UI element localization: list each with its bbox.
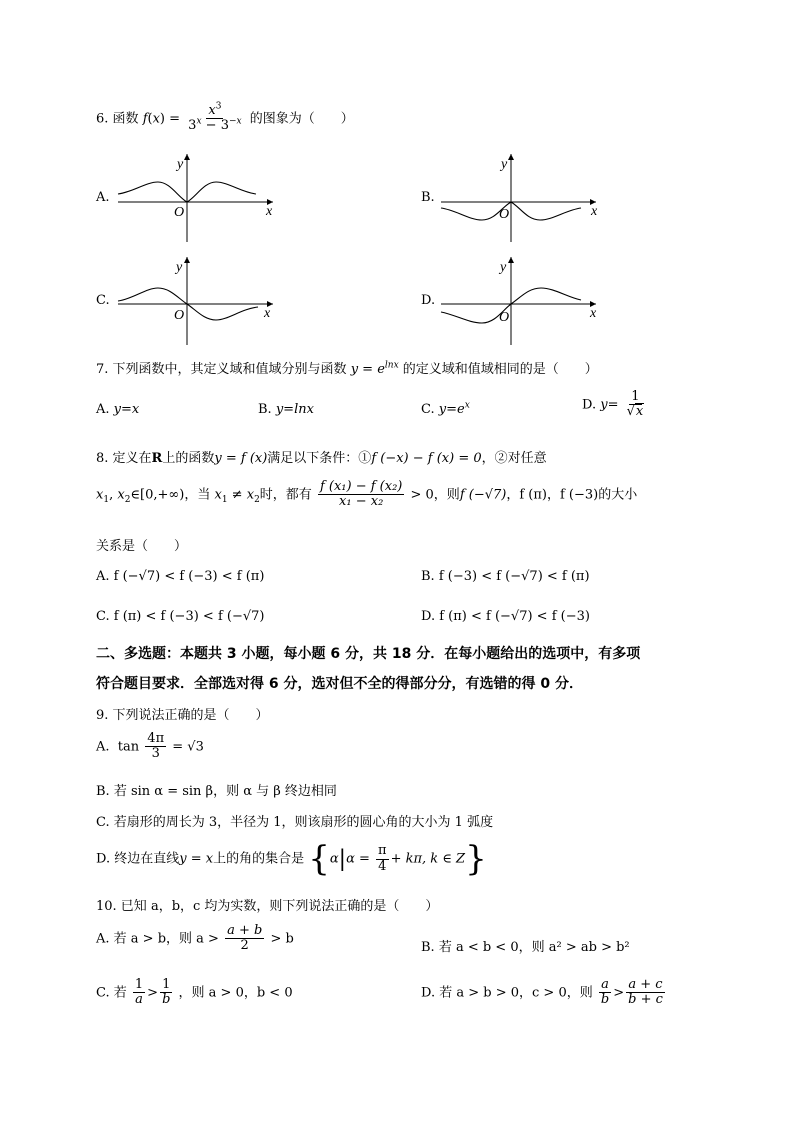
q10-d-d2: b + c bbox=[628, 992, 663, 1008]
q6-suffix: 的图象为（ ） bbox=[249, 111, 354, 127]
graph-c-origin: O bbox=[174, 308, 185, 323]
q9-d-a: D. 终边在直线 bbox=[96, 851, 180, 867]
q7-d-den: x bbox=[635, 404, 644, 420]
q6-graph-c bbox=[118, 255, 288, 351]
q6-den-a-exp: x bbox=[196, 116, 202, 127]
q6-option-c-label: C. bbox=[96, 293, 110, 308]
q9-d-set-a: α bbox=[329, 851, 339, 867]
q10-c-gt: > bbox=[147, 985, 159, 1001]
q10-d-n1: a bbox=[601, 977, 609, 992]
q9-d-b: 上的角的集合是 bbox=[213, 851, 305, 867]
q9-d-den: 4 bbox=[378, 858, 387, 874]
q10-option-a bbox=[96, 924, 294, 954]
q10-option-b: B. 若 a < b < 0，则 a² > ab > b² bbox=[421, 940, 630, 955]
q8-real-set: R bbox=[151, 451, 163, 466]
q6-option-a-label: A. bbox=[96, 190, 110, 205]
q6-num-exp: 3 bbox=[215, 101, 222, 112]
q9-a-den: 3 bbox=[151, 746, 160, 762]
graph-a-origin: O bbox=[174, 205, 185, 220]
q10-a-num: a + b bbox=[227, 923, 263, 938]
q10-c-n2: 1 bbox=[162, 977, 171, 992]
q6-option-b-label: B. bbox=[421, 190, 435, 205]
q7-c-expr: y=e bbox=[438, 402, 465, 417]
graph-c-x-label: x bbox=[264, 306, 271, 321]
q7-stem-exp: lnx bbox=[384, 360, 399, 371]
q8-line2-d: > 0，则 bbox=[410, 487, 460, 503]
q10-d-frac1 bbox=[599, 978, 611, 1008]
q6-den-b-exp: −x bbox=[228, 116, 242, 127]
q6-prefix: 6. 函数 bbox=[96, 111, 139, 127]
q9-a-num: 4π bbox=[147, 731, 165, 746]
q10-a-fraction bbox=[225, 924, 264, 954]
q7-stem-a: 7. 下列函数中，其定义域和值域分别与函数 bbox=[96, 362, 347, 377]
q6-graph-a bbox=[118, 152, 288, 248]
graph-d-x-label: x bbox=[590, 306, 597, 321]
q7-stem bbox=[96, 358, 598, 377]
q8-line2-c: 时，都有 bbox=[259, 487, 312, 503]
q8-line1-b: 上的函数 bbox=[162, 451, 215, 466]
q9-option-d: D. 终边在直线y = x上的角的集合是 {α|α = $\frac{\pi}{4}$ + kπ, k ∈ Z} bbox=[96, 839, 487, 879]
q7-b-expr: y=lnx bbox=[275, 402, 314, 417]
q8-line2: $x_1$, $x_2\in[0,+\infty)$，当 $x_1 \ne x_2$时，都有 $\frac{\text{f (x₁) − f (x₂)}}{\text{x₁ − x₂}}$ > 0，则f (−√7)，f (π)，f (−3)的大小 bbox=[96, 479, 638, 510]
q9-option-a bbox=[96, 732, 204, 762]
q10-d-d1: b bbox=[600, 992, 610, 1008]
q8-line2-f: ，f (π)，f (−3)的大小 bbox=[506, 487, 638, 503]
q6-num: x bbox=[208, 103, 216, 118]
q6-den-b: 3 bbox=[220, 118, 229, 134]
q8-line1 bbox=[96, 447, 547, 466]
q10-d-gt: > bbox=[613, 985, 625, 1001]
q7-d-expr: y= bbox=[600, 397, 619, 413]
q8-frac-num: f (x₁) − f (x₂) bbox=[319, 479, 403, 494]
q10-c-frac2 bbox=[160, 978, 172, 1008]
q8-cond1: f (−x) − f (x) = 0 bbox=[371, 451, 482, 466]
q9-d-line: y = x bbox=[179, 851, 214, 867]
q10-c-n1: 1 bbox=[134, 977, 144, 992]
q10-a-b: > b bbox=[270, 931, 294, 947]
q8-option-a: A. f (−√7) < f (−3) < f (π) bbox=[96, 569, 265, 584]
q6-func-var: x bbox=[152, 111, 160, 127]
graph-b-y-label: y bbox=[501, 157, 508, 172]
q9-d-num: π bbox=[378, 843, 387, 859]
q7-c-label: C. bbox=[421, 402, 435, 417]
q8-line1-d: ，②对任意 bbox=[481, 451, 547, 466]
q10-a-a: A. 若 a > b，则 a > bbox=[96, 931, 219, 947]
q8-option-c: C. f (π) < f (−3) < f (−√7) bbox=[96, 609, 265, 624]
q6-option-d-label: D. bbox=[421, 293, 436, 308]
q9-d-set-c: + kπ, k ∈ Z bbox=[390, 851, 466, 867]
q9-a-label: A. bbox=[96, 739, 110, 755]
q10-d-a: D. 若 a > b > 0，c > 0，则 bbox=[421, 985, 593, 1001]
q8-option-d: D. f (π) < f (−√7) < f (−3) bbox=[421, 609, 590, 624]
q7-d-num: 1 bbox=[631, 389, 640, 404]
graph-d-origin: O bbox=[499, 310, 510, 325]
graph-d-y-label: y bbox=[500, 260, 507, 275]
q9-a-rhs: = √3 bbox=[172, 739, 204, 755]
q8-line2-b: ∈[0,+∞)，当 bbox=[130, 487, 211, 503]
q6-fraction bbox=[186, 101, 243, 134]
q9-a-fraction bbox=[145, 732, 166, 762]
q6-graph-b bbox=[441, 152, 611, 248]
q7-option-b bbox=[258, 402, 314, 417]
q10-a-den: 2 bbox=[240, 938, 249, 954]
q10-c-a: C. 若 bbox=[96, 985, 127, 1001]
q7-stem-func: y = e bbox=[350, 362, 385, 377]
q9-a-tan: tan bbox=[117, 739, 140, 755]
graph-a-x-label: x bbox=[266, 204, 273, 219]
q7-a-expr: y=x bbox=[113, 402, 140, 417]
q8-line1-a: 8. 定义在 bbox=[96, 451, 152, 466]
q7-d-fraction: $\frac{1}{√x}$ bbox=[626, 389, 644, 420]
q10-c-d2: b bbox=[162, 992, 171, 1008]
section2-line2: 符合题目要求．全部选对得 6 分，选对但不全的得部分分，有选错的得 0 分． bbox=[96, 676, 583, 692]
q10-c-b: ，则 a > 0，b < 0 bbox=[178, 985, 293, 1001]
q7-a-label: A. bbox=[96, 402, 110, 417]
q7-c-exp: x bbox=[464, 400, 470, 411]
graph-c-y-label: y bbox=[176, 260, 183, 275]
q8-option-b: B. f (−3) < f (−√7) < f (π) bbox=[421, 569, 590, 584]
graph-b-x-label: x bbox=[591, 204, 598, 219]
q7-d-label: D. bbox=[582, 397, 597, 413]
q7-option-d bbox=[582, 390, 648, 420]
q10-option-c bbox=[96, 978, 293, 1008]
q7-option-c bbox=[421, 402, 470, 417]
q10-d-n2: a + c bbox=[628, 977, 663, 992]
q6-den-a: 3 bbox=[188, 118, 197, 134]
section2-line1: 二、多选题：本题共 3 小题，每小题 6 分，共 18 分．在每小题给出的选项中，有多项 bbox=[96, 646, 641, 662]
q9-d-fraction bbox=[376, 844, 389, 874]
q6-func-name: f bbox=[142, 111, 148, 127]
q6-graph-d bbox=[441, 255, 611, 351]
q8-line1-c: 满足以下条件：① bbox=[267, 451, 372, 466]
q8-frac-den: x₁ − x₂ bbox=[339, 494, 384, 510]
q8-fraction bbox=[318, 480, 404, 510]
graph-a-y-label: y bbox=[177, 157, 184, 172]
q7-b-label: B. bbox=[258, 402, 272, 417]
q8-line3: 关系是（ ） bbox=[96, 539, 188, 554]
q9-d-set-b: α = bbox=[346, 851, 370, 867]
q8-line1-func: y = f (x) bbox=[214, 451, 268, 466]
q6-den-minus: − bbox=[205, 118, 217, 134]
q10-d-frac2 bbox=[626, 978, 665, 1008]
q7-option-a bbox=[96, 402, 139, 417]
q10-option-d bbox=[421, 978, 667, 1008]
q9-option-c: C. 若扇形的周长为 3，半径为 1，则该扇形的圆心角的大小为 1 弧度 bbox=[96, 815, 494, 830]
q10-c-d1: a bbox=[135, 992, 143, 1008]
q8-line2-e: f (−√7) bbox=[459, 487, 507, 503]
q6-stem: 6. 函数 f(x) = $\frac{x^3}{3^x - 3^{-x}}$ 的图象为（ ） bbox=[96, 101, 354, 134]
graph-b-origin: O bbox=[499, 207, 510, 222]
q9-stem: 9. 下列说法正确的是（ ） bbox=[96, 708, 269, 723]
q7-stem-b: 的定义域和值域相同的是（ ） bbox=[402, 362, 598, 377]
q10-c-frac1 bbox=[133, 978, 145, 1008]
q9-option-b: B. 若 sin α = sin β，则 α 与 β 终边相同 bbox=[96, 784, 337, 799]
q10-stem: 10. 已知 a，b，c 均为实数，则下列说法正确的是（ ） bbox=[96, 899, 439, 914]
